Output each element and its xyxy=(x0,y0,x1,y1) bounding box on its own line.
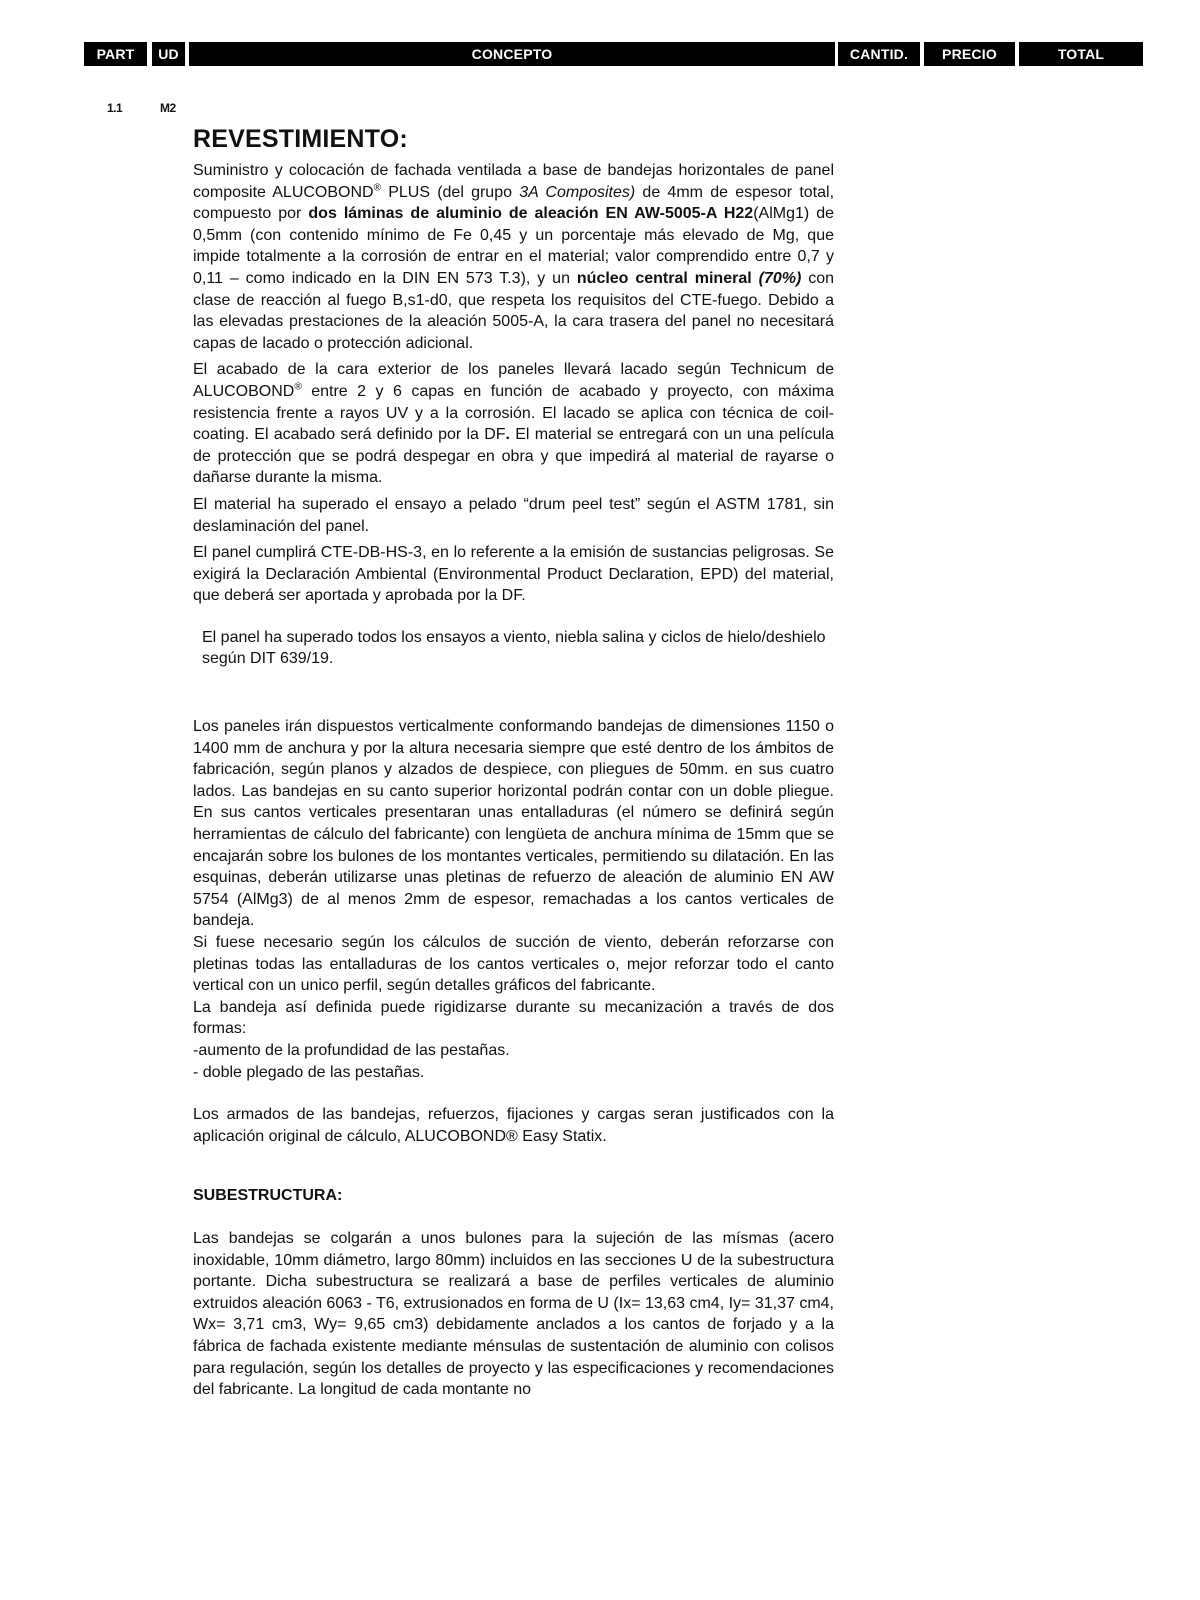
header-ud: UD xyxy=(152,42,185,66)
registered-mark: ® xyxy=(294,381,302,393)
text-run: (AlMg1) de 0,5mm (con contenido mínimo de Fe 0,45 y un porcentaje más elevado de Mg, que impide totalmente a la corrosión de entrar en el material; valor comprendido entre 0,7 y 0,11 – como indicado en la DIN EN 573 T.3), y un xyxy=(193,205,835,287)
header-part: PART xyxy=(84,42,147,66)
text-run: PLUS (del grupo xyxy=(380,183,520,201)
text-run: entre 2 y 6 capas en función de acabado y proyecto, con máxima resistencia frente a rayos UV y a la corrosión. El lacado se aplica con técnica de coil-coating. El acabado será definido por la DF xyxy=(193,382,834,444)
paragraph-composition xyxy=(193,160,834,354)
paragraph-substructure: Las bandejas se colgarán a unos bulones para la sujeción de las mísmas (acero inoxidable, 10mm diámetro, largo 80mm) incluidos en las secciones U de la subestructura portante. Dicha subestructura se realizará a base de perfiles verticales de aluminio extruidos aleación 6063 - T6, extrusionados en forma de U (Ix= 13,63 cm4, Iy= 31,37 cm4, Wx= 3,71 cm3, Wy= 9,65 cm3) debidamente anclados a los cantos de forjado y a la fábrica de fachada existente mediante ménsulas de sustentación de aluminio con colisos para regulación, según los detalles de proyecto y las especificaciones y recomendaciones del fabricante. La longitud de cada montante no xyxy=(193,1229,834,1399)
text-run: El material se entregará con un una película de protección que se podrá despegar en obra y que impedirá al material de rayarse o dañarse durante la misma. xyxy=(193,426,834,487)
paragraph-finish xyxy=(193,359,834,489)
paragraph-statix: Los armados de las bandejas, refuerzos, fijaciones y cargas seran justificados con la aplicación original de cálculo, ALUCOBOND® Easy Statix. xyxy=(193,1106,834,1145)
text-run: El acabado de la cara exterior de los paneles llevará lacado según Technicum de ALUCOBOND xyxy=(193,361,834,400)
text-run: con clase de reacción al fuego B,s1-d0, que respeta los requisitos del CTE-fuego. Debido a las elevadas prestaciones de la aleación 5005-A, la cara trasera del panel no necesitará capas de lacado o protección adicional. xyxy=(193,269,834,352)
text-run-bold: núcleo central mineral xyxy=(576,269,752,287)
registered-mark: ® xyxy=(373,182,381,194)
paragraph-cte: El panel cumplirá CTE-DB-HS-3, en lo referente a la emisión de sustancias peligrosas. Se exigirá la Declaración Ambiental (Environmental Product Declaration, EPD) del material, que deberá ser aportada y aprobada por la DF. xyxy=(193,544,834,605)
text-run-bold: dos láminas de aluminio de aleación EN AW-5005-A H22 xyxy=(308,205,754,223)
paragraph-rigidize: La bandeja así definida puede rigidizarse durante su mecanización a través de dos formas: xyxy=(193,998,834,1038)
row-part-number: 1.1 xyxy=(107,101,123,115)
text-run-bold-italic: (70%) xyxy=(758,269,802,287)
concept-description xyxy=(193,124,834,1401)
header-concepto: CONCEPTO xyxy=(189,42,835,66)
header-cantid: CANTID. xyxy=(838,42,920,66)
paragraph-peel-test: El material ha superado el ensayo a pelado “drum peel test” según el ASTM 1781, sin deslaminación del panel. xyxy=(193,495,834,535)
section-title: REVESTIMIENTO: xyxy=(193,125,408,153)
list-item: - doble plegado de las pestañas. xyxy=(193,1063,425,1081)
row-unit: M2 xyxy=(160,101,176,115)
header-precio: PRECIO xyxy=(924,42,1015,66)
paragraph-tests: El panel ha superado todos los ensayos a viento, niebla salina y ciclos de hielo/deshielo según DIT 639/19. xyxy=(202,628,826,668)
text-run: Suministro y colocación de fachada ventilada a base de bandejas horizontales de panel composite ALUCOBOND xyxy=(193,162,834,201)
paragraph-panel-layout: Los paneles irán dispuestos verticalmente conformando bandejas de dimensiones 1150 o 1400 mm de anchura y por la altura necesaria siempre que esté dentro de los ámbitos de fabricación, según planos y alzados de despiece, con pliegues de 50mm. en sus cuatro lados. Las bandejas en su canto superior horizontal podrán contar con un doble pliegue. En sus cantos verticales presentaran unas entalladuras (el número se definirá según herramientas de cálculo del fabricante) con lengüeta de anchura mínima de 15mm que se encajarán sobre los bulones de los montantes verticales, permitiendo su dilatación. En las esquinas, deberán utilizarse unas pletinas de refuerzo de aleación de aluminio EN AW 5754 (AlMg3) de al menos 2mm de espesor, remachadas a los cantos verticales de bandeja. xyxy=(193,718,834,930)
text-run-italic: 3A Composites) xyxy=(519,183,636,201)
subsection-title: SUBESTRUCTURA: xyxy=(193,1187,343,1205)
header-total: TOTAL xyxy=(1019,42,1143,66)
text-run: de 4mm de espesor total, compuesto por xyxy=(193,183,835,223)
list-item: -aumento de la profundidad de las pestañas. xyxy=(193,1041,510,1059)
text-run-bold: . xyxy=(505,426,510,444)
paragraph-wind: Si fuese necesario según los cálculos de succión de viento, deberán reforzarse con pletinas todas las entalladuras de los cantos verticales o, mejor reforzar todo el canto vertical con un unico perfil, según detalles gráficos del fabricante. xyxy=(193,934,834,995)
